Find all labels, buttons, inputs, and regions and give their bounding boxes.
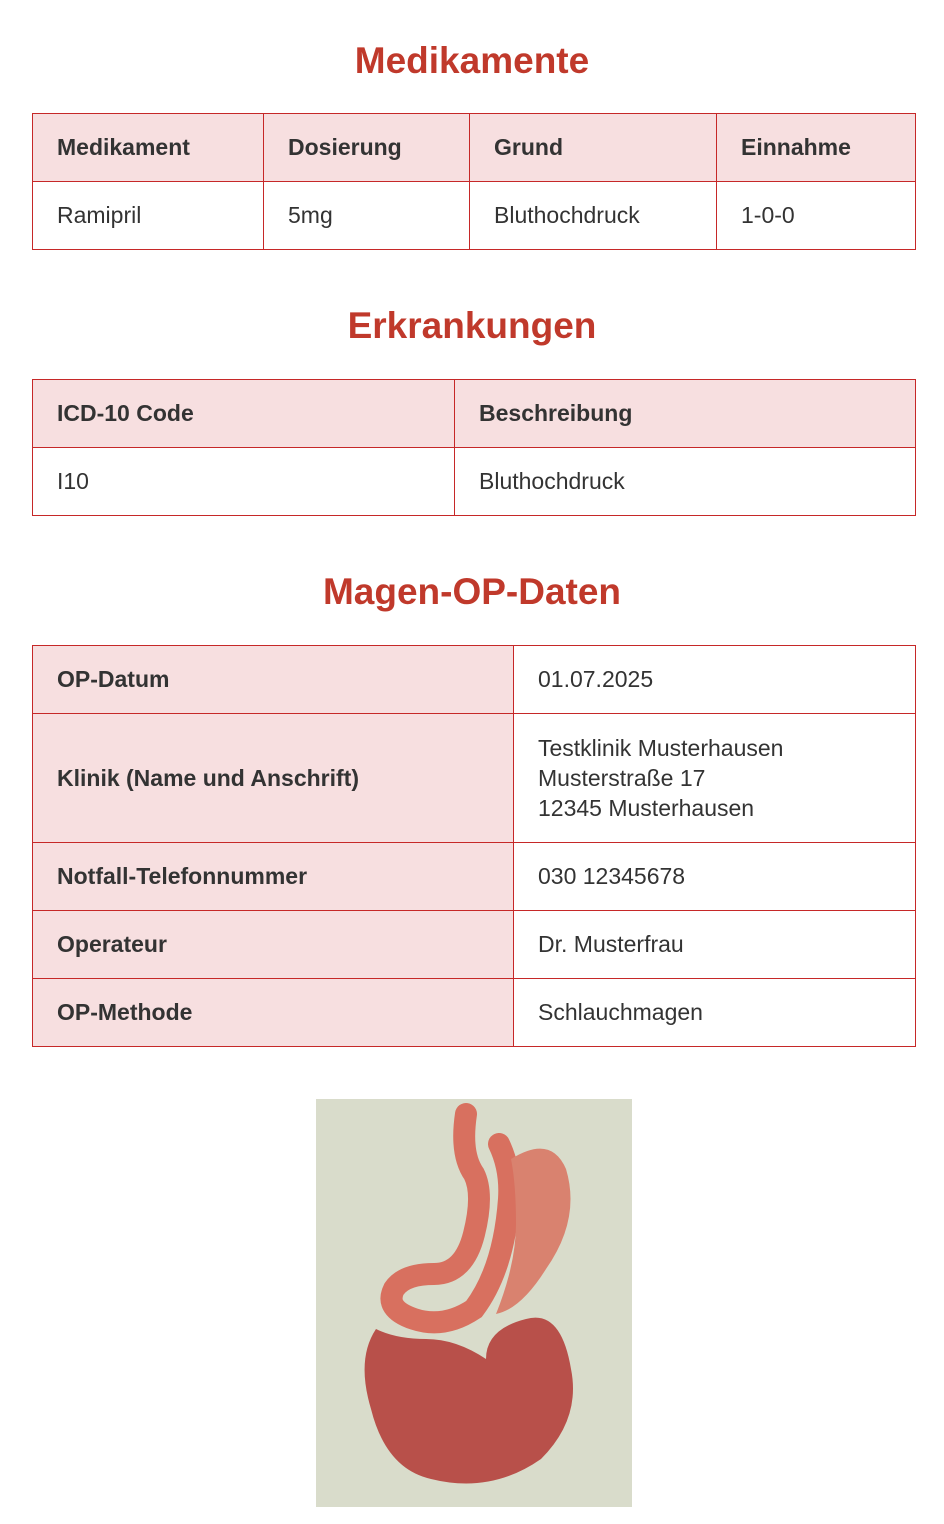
col-header: Einnahme	[717, 114, 916, 182]
table-row	[33, 646, 916, 714]
conditions-title: Erkrankungen	[347, 305, 597, 346]
cell: 1-0-0	[717, 182, 916, 250]
table-row	[33, 448, 916, 516]
clinic-name: Testklinik Musterhausen	[538, 735, 784, 761]
row-label: OP-Methode	[33, 979, 514, 1047]
row-label: OP-Datum	[33, 646, 514, 714]
conditions-table	[32, 379, 916, 516]
table-row	[33, 979, 916, 1047]
col-header: Beschreibung	[455, 380, 916, 448]
stomach-illustration	[316, 1099, 632, 1507]
row-value	[514, 714, 916, 843]
table-row	[33, 182, 916, 250]
row-value: 01.07.2025	[514, 646, 916, 714]
row-value: Dr. Musterfrau	[514, 911, 916, 979]
clinic-city: 12345 Musterhausen	[538, 795, 755, 821]
col-header: Medikament	[33, 114, 264, 182]
surgery-title: Magen-OP-Daten	[322, 571, 622, 612]
table-row	[33, 714, 916, 843]
clinic-street: Musterstraße 17	[538, 765, 706, 791]
cell: 5mg	[264, 182, 470, 250]
row-value: Schlauchmagen	[514, 979, 916, 1047]
cell: I10	[33, 448, 455, 516]
row-value: 030 12345678	[514, 843, 916, 911]
row-label: Klinik (Name und Anschrift)	[33, 714, 514, 843]
medications-title: Medikamente	[354, 40, 590, 81]
cell: Ramipril	[33, 182, 264, 250]
cell: Bluthochdruck	[455, 448, 916, 516]
table-row	[33, 911, 916, 979]
row-label: Operateur	[33, 911, 514, 979]
medications-table	[32, 113, 916, 250]
col-header: Dosierung	[264, 114, 470, 182]
table-row	[33, 843, 916, 911]
cell: Bluthochdruck	[470, 182, 717, 250]
col-header: ICD-10 Code	[33, 380, 455, 448]
col-header: Grund	[470, 114, 717, 182]
surgery-table	[32, 645, 916, 1047]
row-label: Notfall-Telefonnummer	[33, 843, 514, 911]
